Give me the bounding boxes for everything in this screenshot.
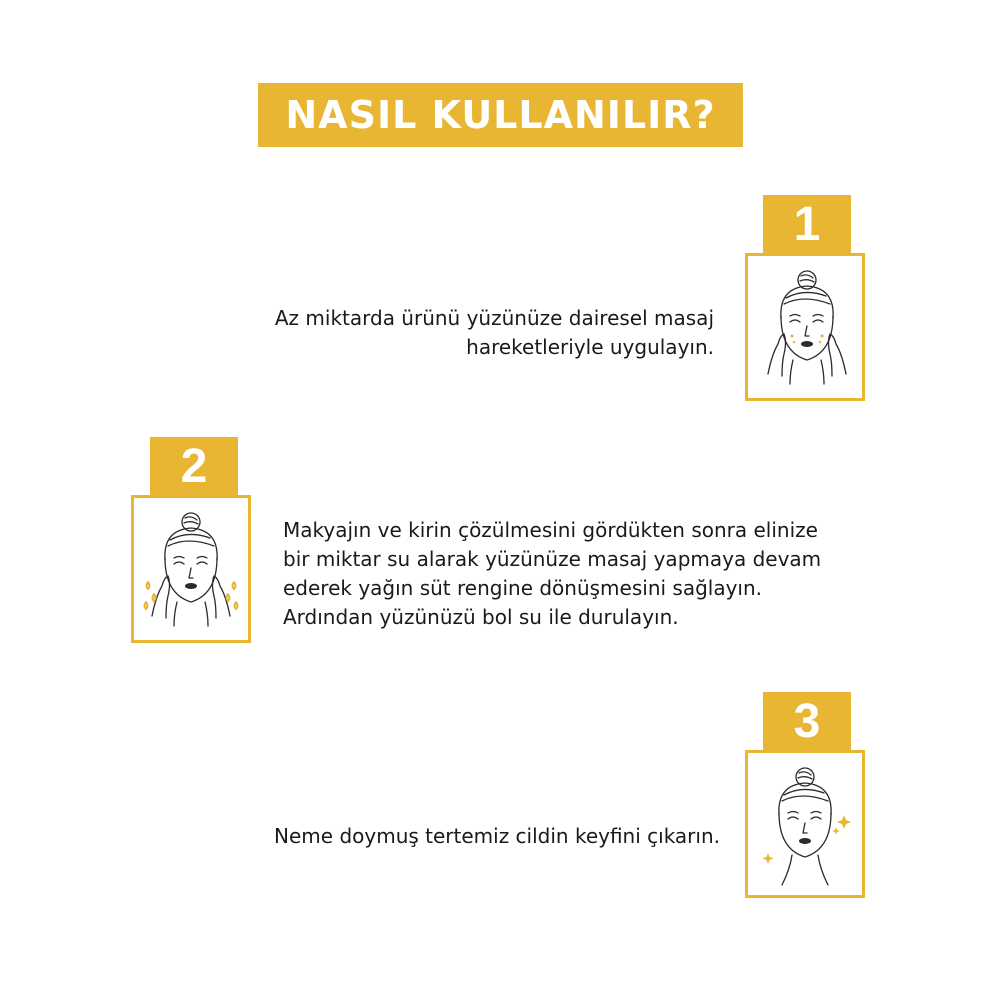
step-2-line-2: bir miktar su alarak yüzünüze masaj yapmaya devam (283, 547, 822, 571)
step-2-line-1: Makyajın ve kirin çözülmesini gördükten sonra elinize (283, 518, 818, 542)
step-3-illustration (745, 750, 865, 898)
step-2-line-4: Ardından yüzünüzü bol su ile durulayın. (283, 605, 679, 629)
face-massage-icon (748, 256, 862, 398)
step-3-line-1: Neme doymuş tertemiz cildin keyfini çıkarın. (274, 824, 720, 848)
step-1-line-1: Az miktarda ürünü yüzünüze dairesel masaj (274, 306, 714, 330)
step-1-line-2: hareketleriyle uygulayın. (466, 335, 714, 359)
step-2-illustration (131, 495, 251, 643)
step-3-text (274, 822, 720, 851)
step-3-number: 3 (763, 692, 851, 750)
title-banner (258, 83, 743, 147)
step-2-number: 2 (150, 437, 238, 495)
face-rinse-icon (134, 498, 248, 640)
page-title: NASIL KULLANILIR? (285, 93, 716, 137)
step-1-illustration (745, 253, 865, 401)
step-1-number: 1 (763, 195, 851, 253)
face-glow-icon (748, 753, 862, 895)
step-1-text (275, 304, 714, 362)
step-2-line-3: ederek yağın süt rengine dönüşmesini sağlayın. (283, 576, 763, 600)
step-2-text (283, 516, 821, 632)
